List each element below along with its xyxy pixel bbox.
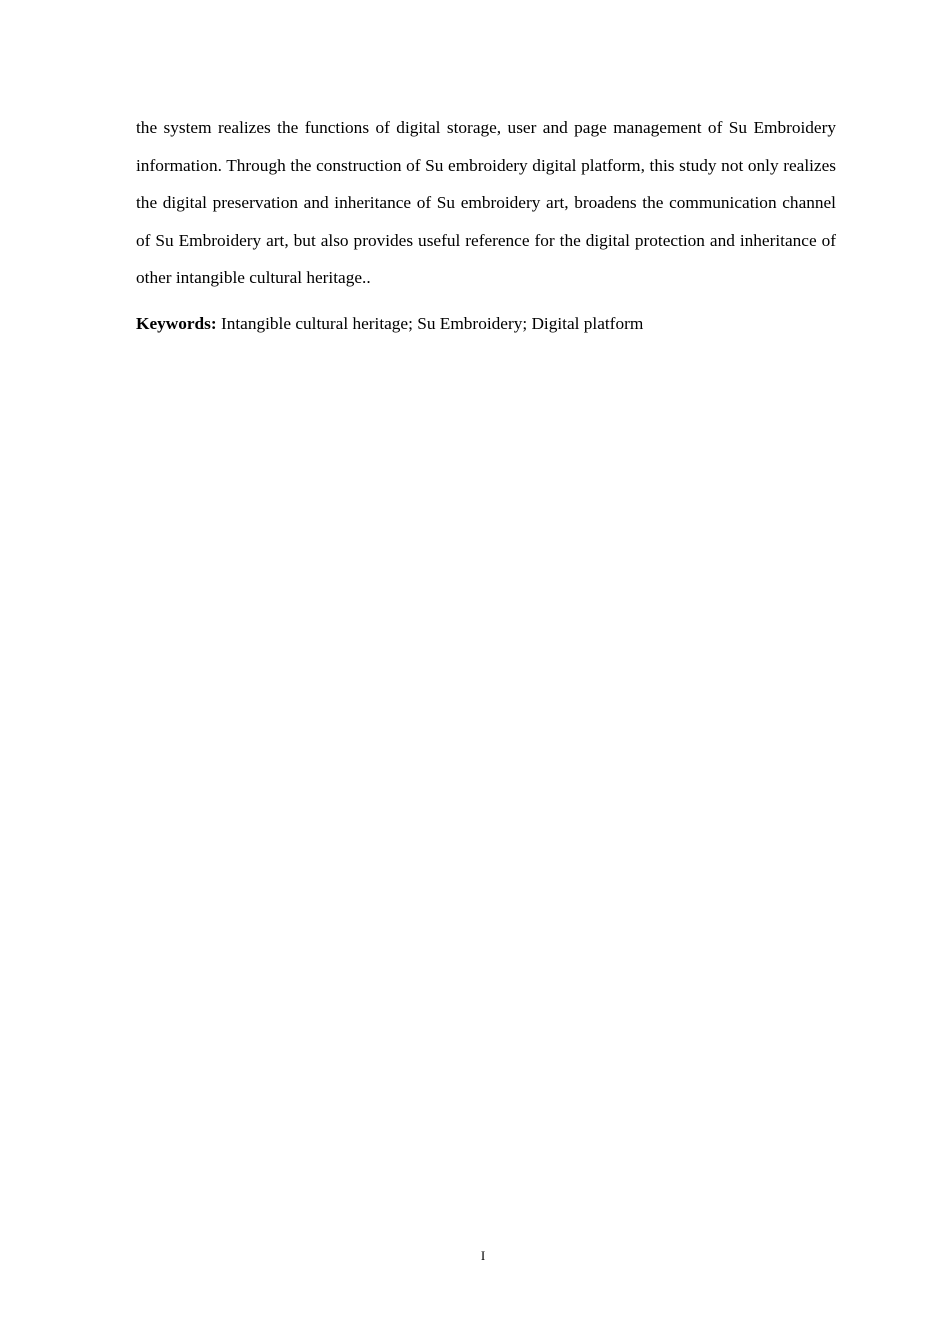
page-number: I: [480, 1248, 486, 1263]
keywords-text: Intangible cultural heritage; Su Embroidery; Digital platform: [220, 314, 644, 333]
abstract-paragraph: the system realizes the functions of digital storage, user and page management of Su Embroidery information. Through the construction of Su embroidery digital platform, this study not only realizes the digital preservation and inheritance of Su embroidery art, broadens the communication channel of Su Embroidery art, but also provides useful reference for the digital protection and inheritance of other intangible cultural heritage..: [136, 118, 836, 287]
keywords-label: Keywords:: [136, 314, 217, 333]
keywords-line: [136, 309, 836, 339]
